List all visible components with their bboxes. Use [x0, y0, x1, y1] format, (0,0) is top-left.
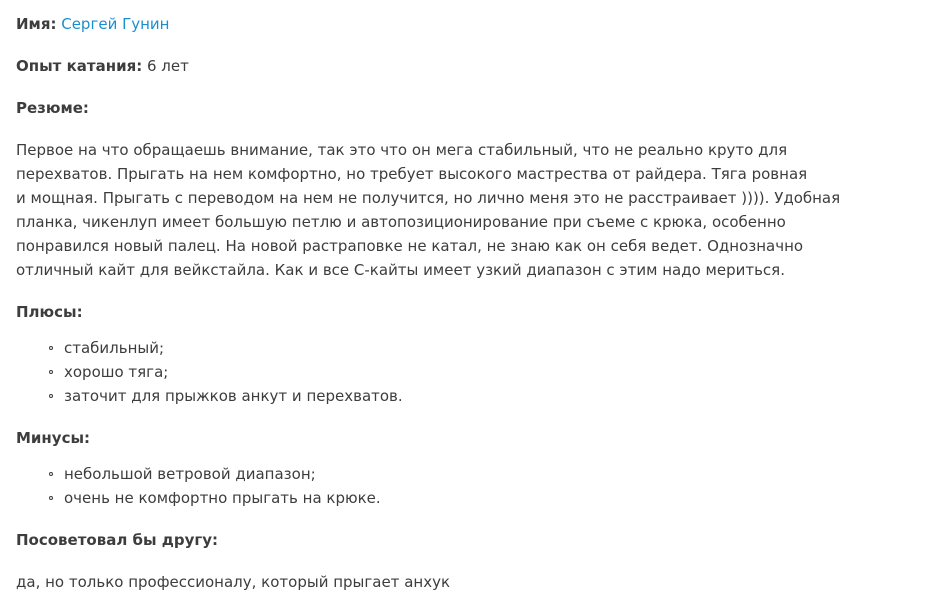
pros-list	[48, 336, 403, 408]
pros-item-text: заточит для прыжков анкут и перехватов.	[64, 387, 403, 405]
author-name-link[interactable]: Сергей Гунин	[61, 15, 170, 33]
name-row	[16, 12, 169, 36]
bullet-icon	[49, 496, 53, 500]
recommend-label: Посоветовал бы другу:	[16, 531, 219, 549]
bullet-icon	[49, 472, 53, 476]
resume-text	[16, 138, 841, 282]
list-item	[48, 336, 403, 360]
resume-label: Резюме:	[16, 99, 89, 117]
bullet-icon	[49, 346, 53, 350]
bullet-icon	[49, 394, 53, 398]
list-item	[48, 360, 403, 384]
cons-item-text: небольшой ветровой диапазон;	[64, 465, 316, 483]
pros-item-text: стабильный;	[64, 339, 165, 357]
resume-line: понравился новый палец. На новой растраповке не катал, не знаю как он себя ведет. Однозначно	[16, 237, 804, 255]
cons-list	[48, 462, 381, 510]
recommend-row	[16, 570, 450, 594]
experience-label: Опыт катания:	[16, 57, 143, 75]
experience-value: 6 лет	[147, 57, 189, 75]
cons-item-text: очень не комфортно прыгать на крюке.	[64, 489, 381, 507]
list-item	[48, 462, 381, 486]
recommend-heading	[16, 528, 218, 552]
cons-label: Минусы:	[16, 429, 91, 447]
resume-line: планка, чикенлуп имеет большую петлю и автопозиционирование при съеме с крюка, особенно	[16, 213, 786, 231]
list-item	[48, 486, 381, 510]
resume-line: перехватов. Прыгать на нем комфортно, но требует высокого мастрества от райдера. Тяга ровная	[16, 165, 808, 183]
resume-line: Первое на что обращаешь внимание, так это что он мега стабильный, что не реально круто для	[16, 141, 788, 159]
pros-heading	[16, 300, 83, 324]
pros-item-text: хорошо тяга;	[64, 363, 169, 381]
name-label: Имя:	[16, 15, 57, 33]
pros-label: Плюсы:	[16, 303, 83, 321]
cons-heading	[16, 426, 90, 450]
list-item	[48, 384, 403, 408]
resume-heading	[16, 96, 89, 120]
experience-row	[16, 54, 189, 78]
resume-line: отличный кайт для вейкстайла. Как и все С-кайты имеет узкий диапазон с этим надо мериться.	[16, 261, 785, 279]
resume-line: и мощная. Прыгать с переводом на нем не получится, но лично меня это не расстраивает )))). Удобная	[16, 189, 841, 207]
recommend-value: да, но только профессионалу, который прыгает анхук	[16, 573, 451, 591]
bullet-icon	[49, 370, 53, 374]
